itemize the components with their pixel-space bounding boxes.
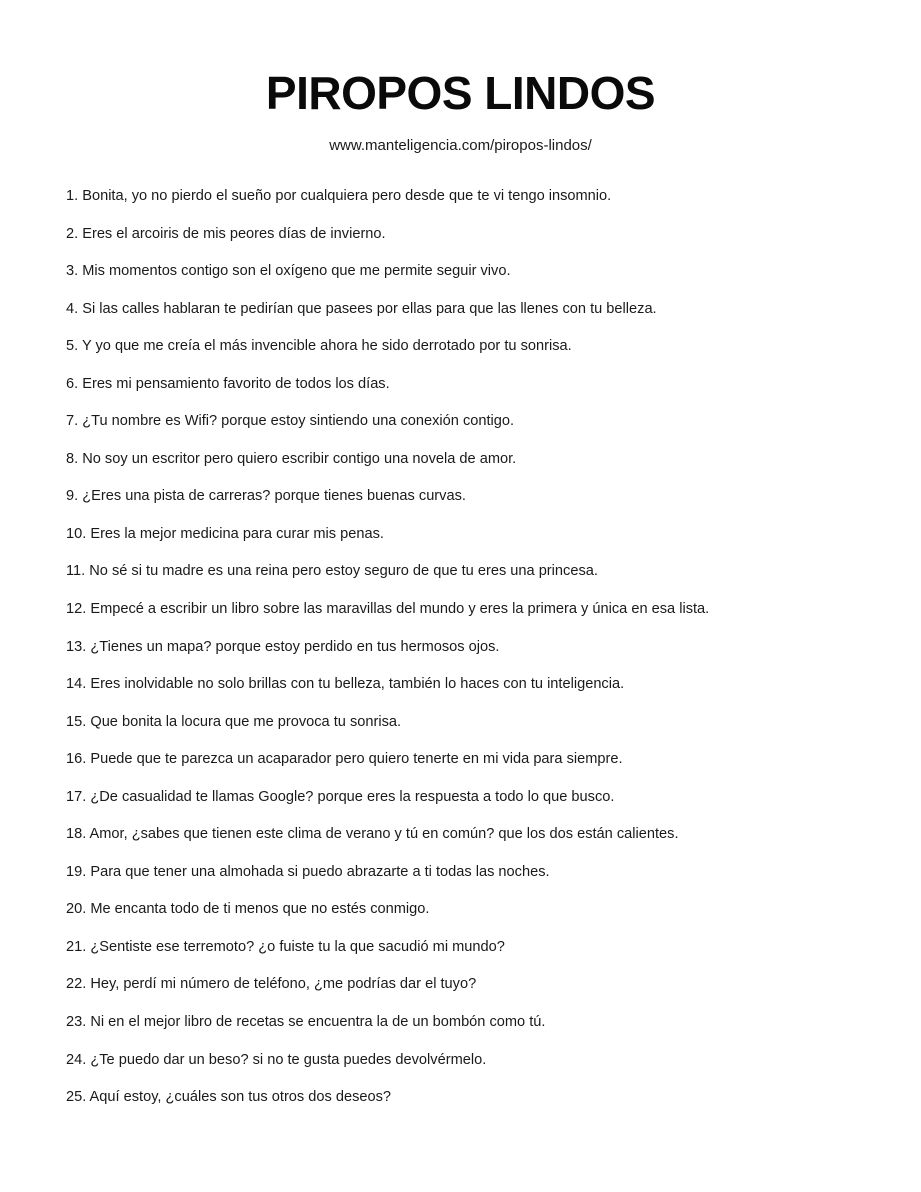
list-item: 22. Hey, perdí mi número de teléfono, ¿me podrías dar el tuyo? [66,976,477,993]
list-item: 5. Y yo que me creía el más invencible ahora he sido derrotado por tu sonrisa. [66,338,572,355]
list-item: 25. Aquí estoy, ¿cuáles son tus otros dos deseos? [66,1089,392,1106]
list-item: 11. No sé si tu madre es una reina pero estoy seguro de que tu eres una princesa. [66,563,598,580]
list-item: 2. Eres el arcoiris de mis peores días de invierno. [66,225,386,242]
list-item: 19. Para que tener una almohada si puedo abrazarte a ti todas las noches. [66,863,550,880]
list-item: 4. Si las calles hablaran te pedirían que pasees por ellas para que las llenes con tu belleza. [66,300,657,317]
list-item: 23. Ni en el mejor libro de recetas se encuentra la de un bombón como tú. [66,1014,546,1031]
piropos-list [66,186,709,1125]
list-item: 6. Eres mi pensamiento favorito de todos los días. [66,375,390,392]
list-item: 16. Puede que te parezca un acaparador pero quiero tenerte en mi vida para siempre. [66,751,623,768]
list-item: 3. Mis momentos contigo son el oxígeno que me permite seguir vivo. [66,263,511,280]
list-item: 24. ¿Te puedo dar un beso? si no te gusta puedes devolvérmelo. [66,1051,487,1068]
list-item: 8. No soy un escritor pero quiero escribir contigo una novela de amor. [66,450,517,467]
list-item: 10. Eres la mejor medicina para curar mis penas. [66,525,384,542]
list-item: 13. ¿Tienes un mapa? porque estoy perdido en tus hermosos ojos. [66,638,500,655]
list-item: 17. ¿De casualidad te llamas Google? porque eres la respuesta a todo lo que busco. [66,788,615,805]
list-item: 12. Empecé a escribir un libro sobre las maravillas del mundo y eres la primera y única en esa lista. [66,601,710,618]
list-item: 1. Bonita, yo no pierdo el sueño por cualquiera pero desde que te vi tengo insomnio. [66,188,612,204]
list-item: 18. Amor, ¿sabes que tienen este clima de verano y tú en común? que los dos están calientes. [66,826,679,843]
list-item: 7. ¿Tu nombre es Wifi? porque estoy sintiendo una conexión contigo. [66,413,515,430]
source-url: www.manteligencia.com/piropos-lindos/ [329,137,592,154]
page-title: PIROPOS LINDOS [265,67,656,119]
list-item: 9. ¿Eres una pista de carreras? porque tienes buenas curvas. [66,488,466,505]
list-item: 20. Me encanta todo de ti menos que no estés conmigo. [66,901,430,918]
list-item: 21. ¿Sentiste ese terremoto? ¿o fuiste tu la que sacudió mi mundo? [66,938,505,955]
list-item: 14. Eres inolvidable no solo brillas con tu belleza, también lo haces con tu inteligencia. [66,676,625,693]
list-item: 15. Que bonita la locura que me provoca tu sonrisa. [66,713,402,730]
